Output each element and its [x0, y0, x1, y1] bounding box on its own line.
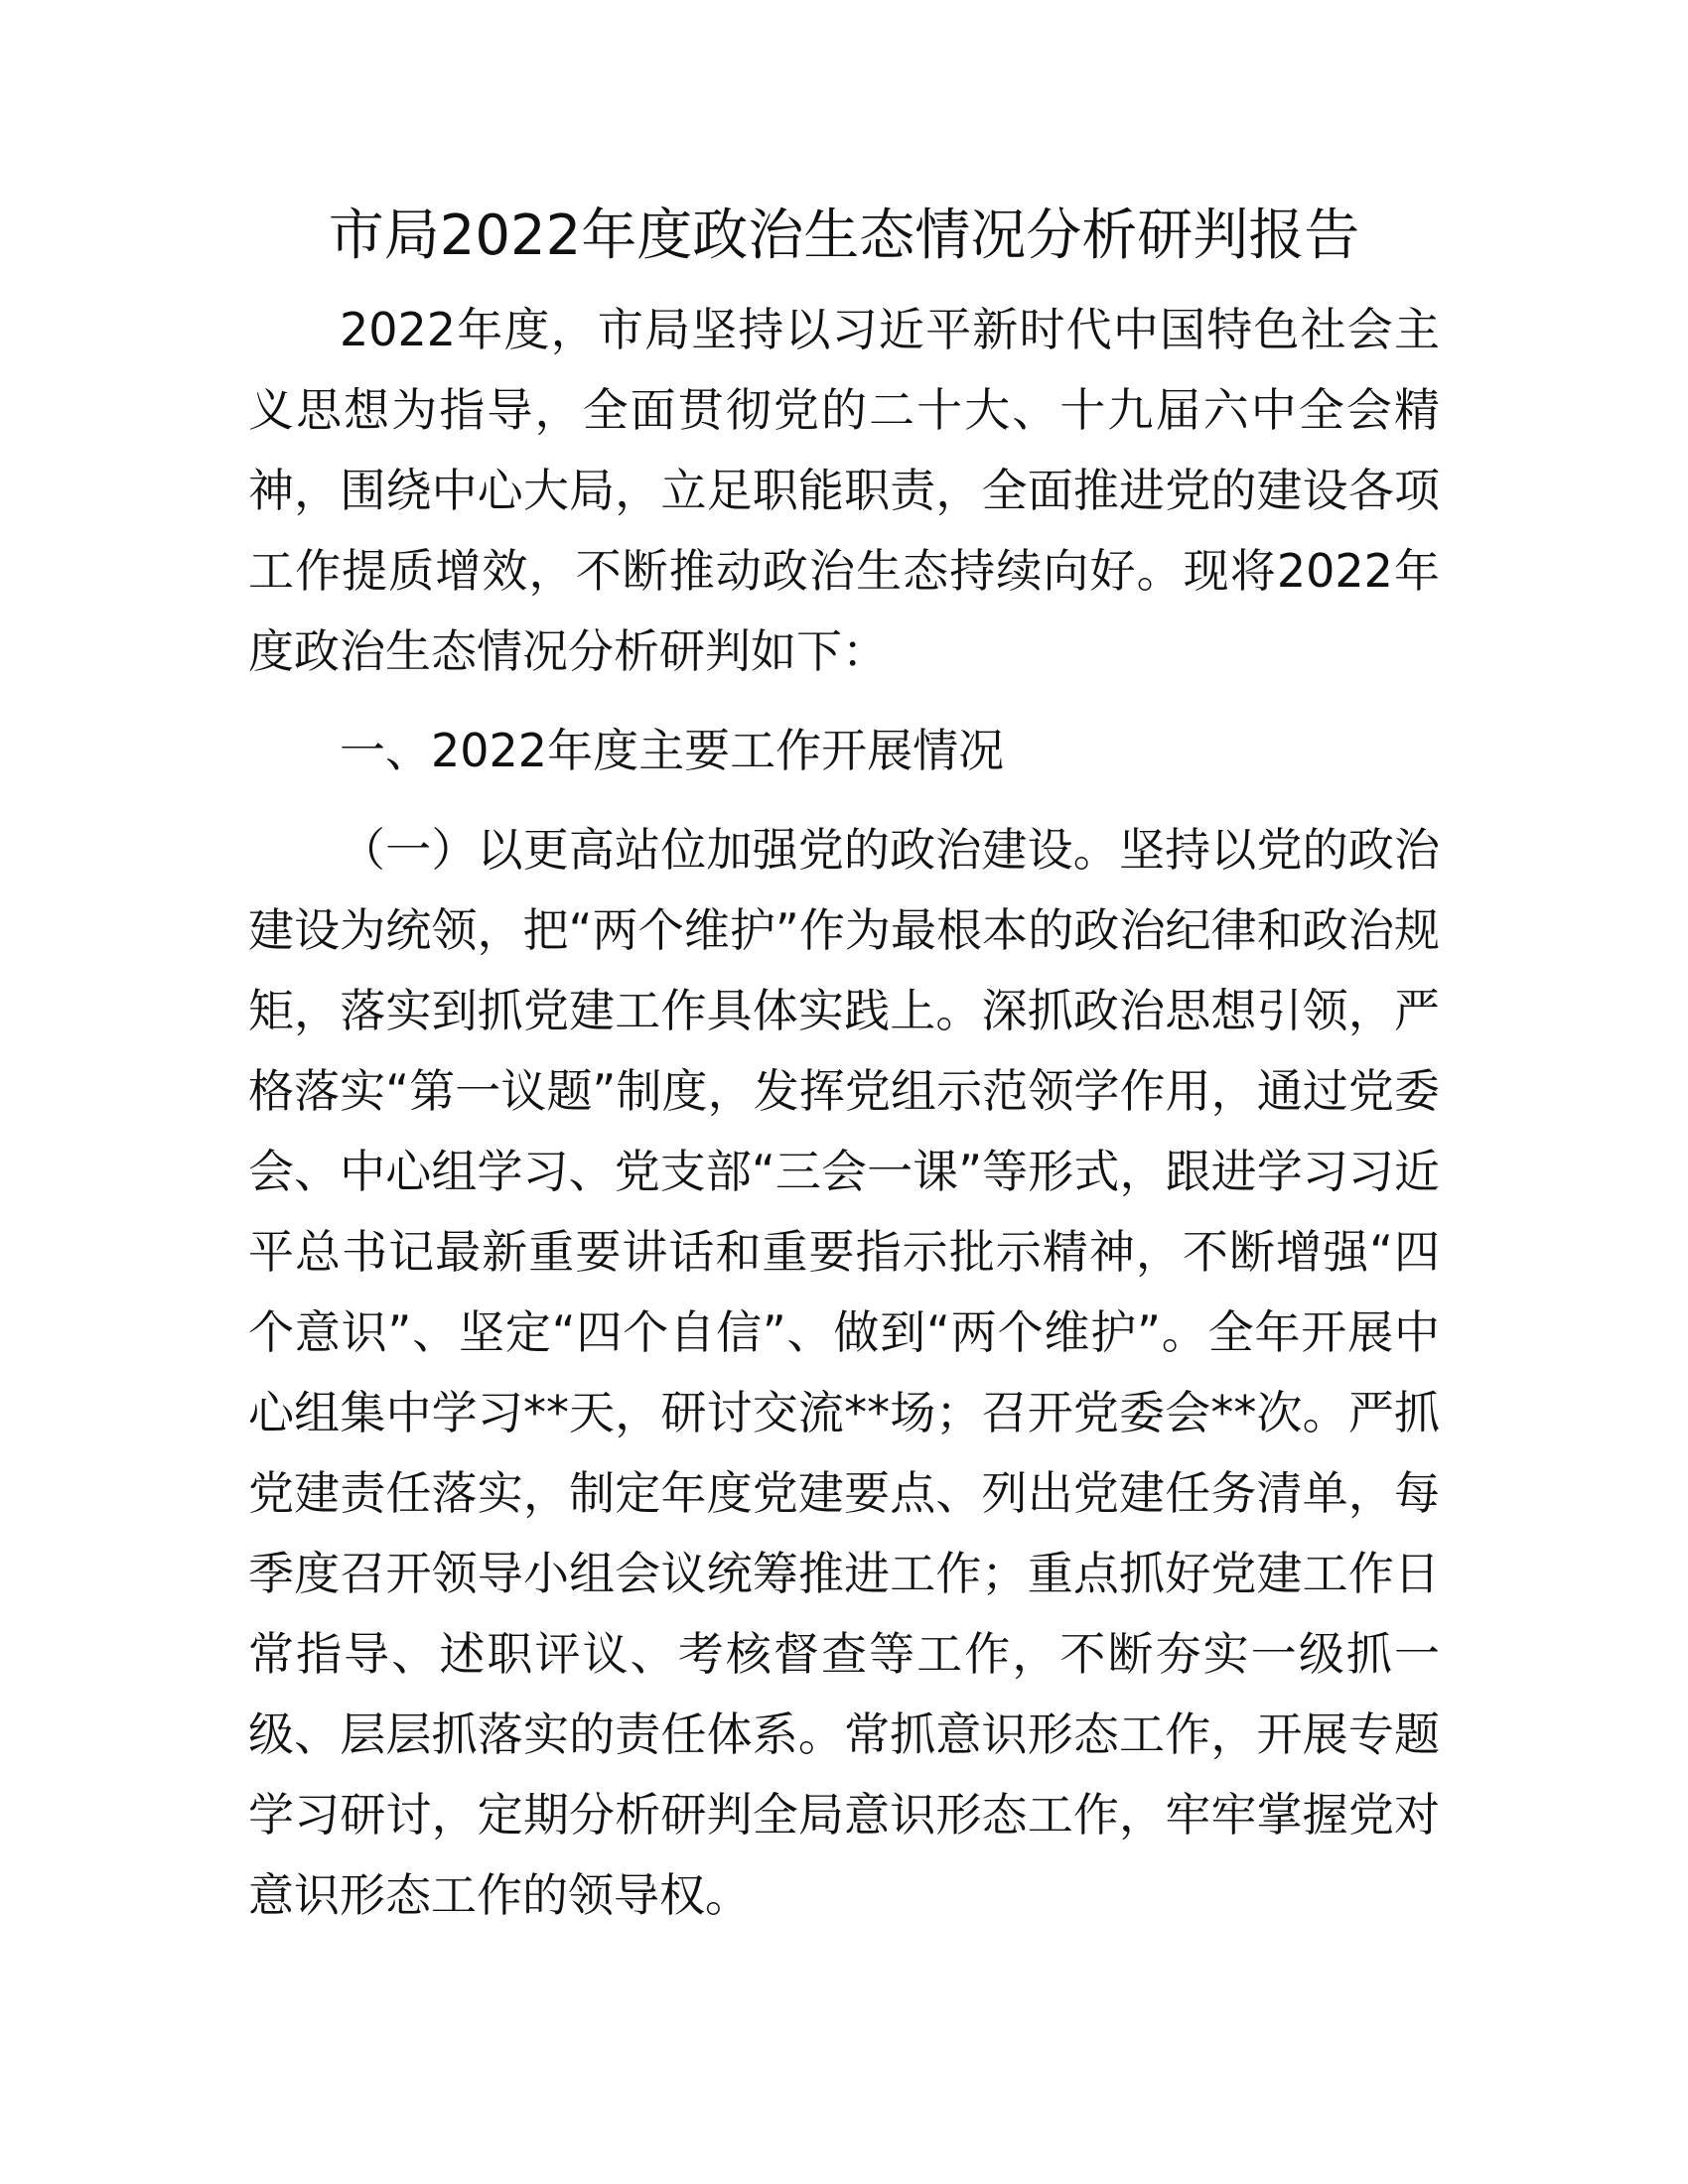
- intro-paragraph: 2022年度，市局坚持以习近平新时代中国特色社会主义思想为指导，全面贯彻党的二十大、十九届六中全会精神，围绕中心大局，立足职能职责，全面推进党的建设各项工作提质增效，不断推动政治生态持续向好。现将2022年度政治生态情况分析研判如下：: [248, 303, 1440, 678]
- body-paragraph: （一）以更高站位加强党的政治建设。坚持以党的政治建设为统领，把“两个维护”作为最根本的政治纪律和政治规矩，落实到抓党建工作具体实践上。深抓政治思想引领，严格落实“第一议题”制度，发挥党组示范领学作用，通过党委会、中心组学习、党支部“三会一课”等形式，跟进学习习近平总书记最新重要讲话和重要指示批示精神，不断增强“四个意识”、坚定“四个自信”、做到“两个维护”。全年开展中心组集中学习**天，研讨交流**场；召开党委会**次。严抓党建责任落实，制定年度党建要点、列出党建任务清单，每季度召开领导小组会议统筹推进工作；重点抓好党建工作日常指导、述职评议、考核督查等工作，不断夯实一级抓一级、层层抓落实的责任体系。常抓意识形态工作，开展专题学习研讨，定期分析研判全局意识形态工作，牢牢掌握党对意识形态工作的领导权。: [248, 823, 1440, 1922]
- document-body: [248, 290, 1440, 1936]
- document-title: 市局2022年度政治生态情况分析研判报告: [328, 204, 1360, 268]
- section-heading: 一、2022年度主要工作开展情况: [340, 724, 1005, 777]
